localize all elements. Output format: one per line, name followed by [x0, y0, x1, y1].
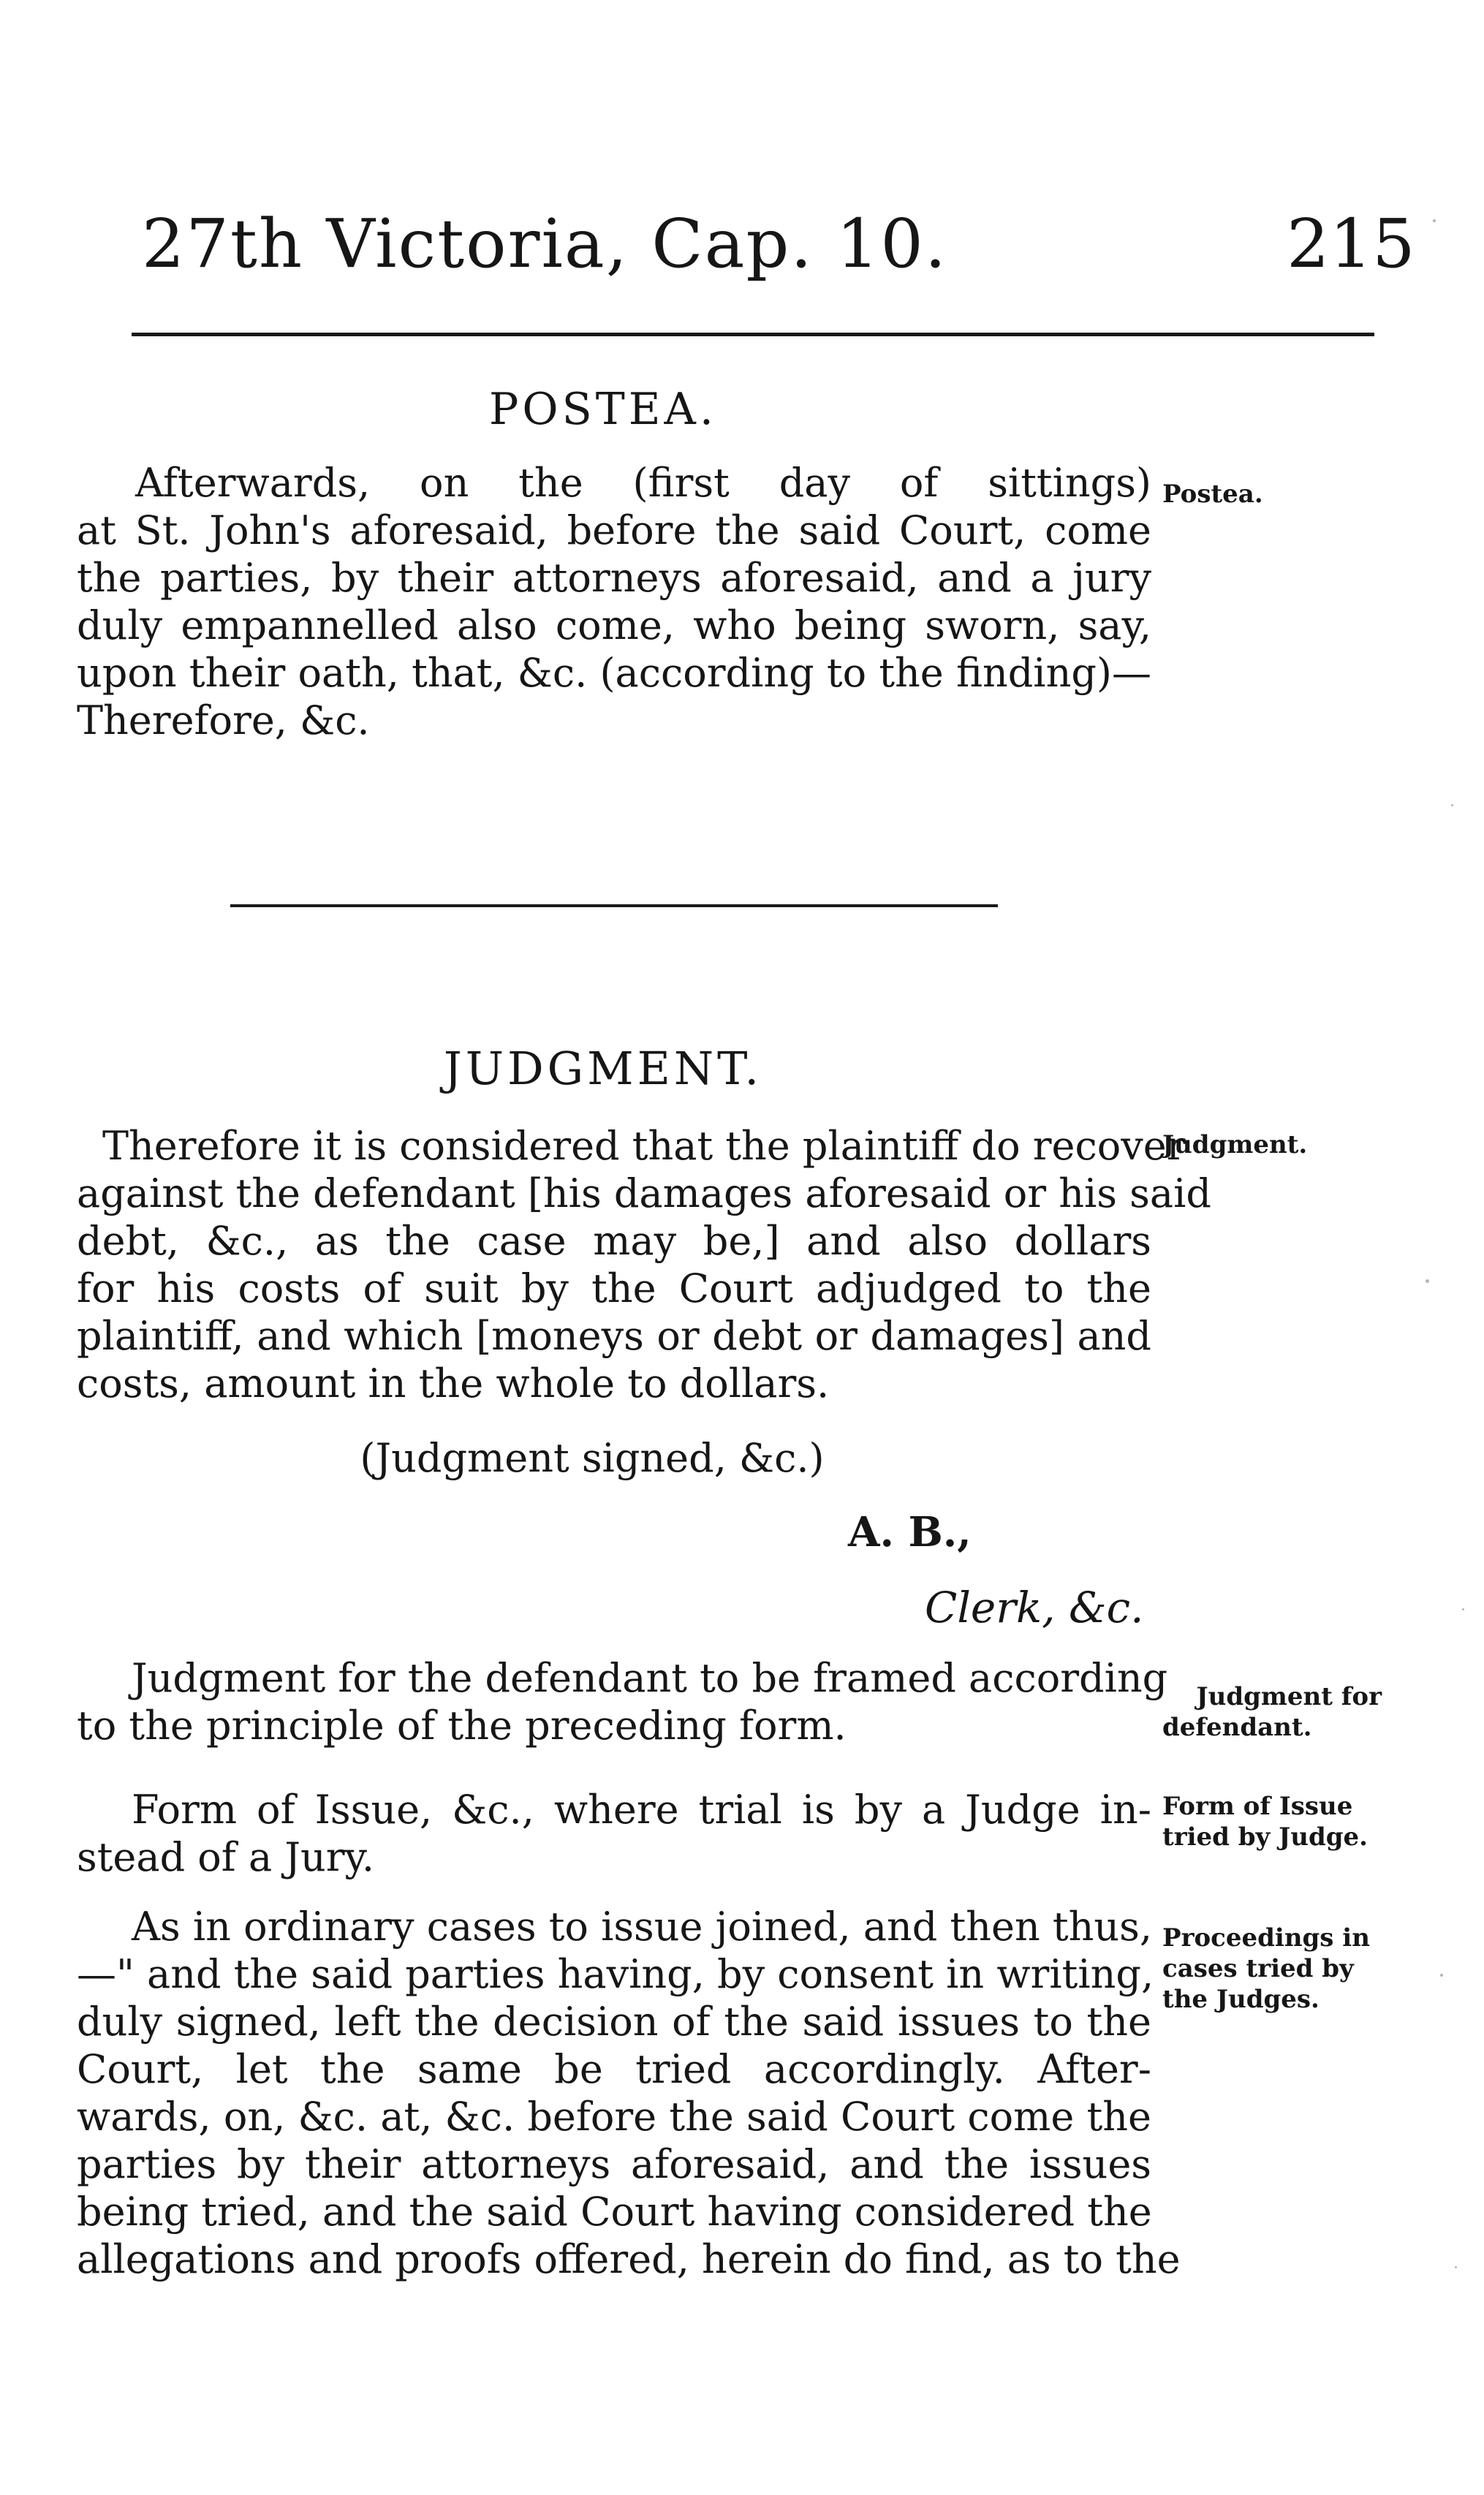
judgment-paragraph	[77, 1122, 1211, 1407]
judgment-heading: JUDGMENT.	[443, 1042, 763, 1095]
defendant-judgment-paragraph	[77, 1654, 1168, 1749]
proceedings-line: Court, let the same be tried accordingly. After-	[77, 2046, 1151, 2092]
page-number: 215	[1287, 205, 1415, 283]
judgment-line: costs, amount in the whole to dollars.	[77, 1360, 830, 1406]
proceedings-line: —" and the said parties having, by consent in writing,	[77, 1951, 1154, 1997]
postea-line: duly empannelled also come, who being sworn, say,	[77, 602, 1151, 648]
judgment-line: Therefore it is considered that the plaintiff do recover	[102, 1123, 1186, 1169]
signature-initials: A. B.,	[848, 1508, 972, 1556]
margin-note-proceedings	[1162, 1923, 1404, 2015]
postea-line: upon their oath, that, &c. (according to the finding)—	[77, 650, 1151, 696]
postea-line: Afterwards, on the (first day of sittings)	[135, 460, 1151, 506]
form-of-issue-line: Form of Issue, &c., where trial is by a Judge in-	[132, 1787, 1151, 1833]
form-of-issue-line: stead of a Jury.	[77, 1834, 375, 1880]
margin-note-line: Proceedings in	[1162, 1923, 1370, 1953]
margin-note-line: cases tried by	[1162, 1954, 1354, 1983]
margin-note-line: tried by Judge.	[1162, 1822, 1368, 1852]
margin-note-line: defendant.	[1162, 1713, 1312, 1742]
judgment-line: for his costs of suit by the Court adjudged to the	[77, 1265, 1151, 1311]
running-head-title: 27th Victoria, Cap. 10.	[141, 205, 948, 283]
postea-paragraph	[77, 459, 1151, 744]
margin-note-line: Form of Issue	[1162, 1792, 1353, 1821]
margin-note-defendant	[1162, 1681, 1382, 1743]
scan-noise	[1418, 0, 1484, 2495]
proceedings-line: wards, on, &c. at, &c. before the said Court come the	[77, 2094, 1151, 2140]
margin-note-line: the Judges.	[1162, 1985, 1320, 2014]
header-rule	[132, 333, 1374, 336]
proceedings-paragraph	[77, 1903, 1181, 2283]
judgment-signed-note: (Judgment signed, &c.)	[360, 1435, 825, 1481]
postea-line: the parties, by their attorneys aforesaid, and a jury	[77, 555, 1151, 601]
margin-note-postea: Postea.	[1162, 480, 1263, 509]
postea-line: Therefore, &c.	[77, 697, 370, 743]
margin-note-line: Judgment for	[1196, 1682, 1382, 1711]
judgment-line: debt, &c., as the case may be,] and also dollars	[77, 1218, 1151, 1264]
form-of-issue-paragraph	[77, 1786, 1151, 1881]
signature-title: Clerk, &c.	[925, 1583, 1144, 1632]
postea-heading: POSTEA.	[489, 384, 717, 435]
proceedings-line: duly signed, left the decision of the said issues to the	[77, 1999, 1151, 2045]
proceedings-line: As in ordinary cases to issue joined, and then thus,	[132, 1904, 1153, 1950]
section-divider	[230, 904, 998, 907]
judgment-line: plaintiff, and which [moneys or debt or damages] and	[77, 1313, 1151, 1359]
proceedings-line: allegations and proofs offered, herein do find, as to the	[77, 2236, 1181, 2282]
postea-line: at St. John's aforesaid, before the said Court, come	[77, 507, 1151, 553]
proceedings-line: parties by their attorneys aforesaid, and the issues	[77, 2141, 1151, 2187]
defendant-judgment-line: to the principle of the preceding form.	[77, 1703, 847, 1749]
proceedings-line: being tried, and the said Court having considered the	[77, 2189, 1152, 2235]
defendant-judgment-line: Judgment for the defendant to be framed according	[132, 1655, 1168, 1701]
margin-note-form-of-issue	[1162, 1791, 1404, 1852]
margin-note-judgment: Judgment.	[1162, 1130, 1308, 1159]
judgment-line: against the defendant [his damages aforesaid or his said	[77, 1170, 1211, 1216]
